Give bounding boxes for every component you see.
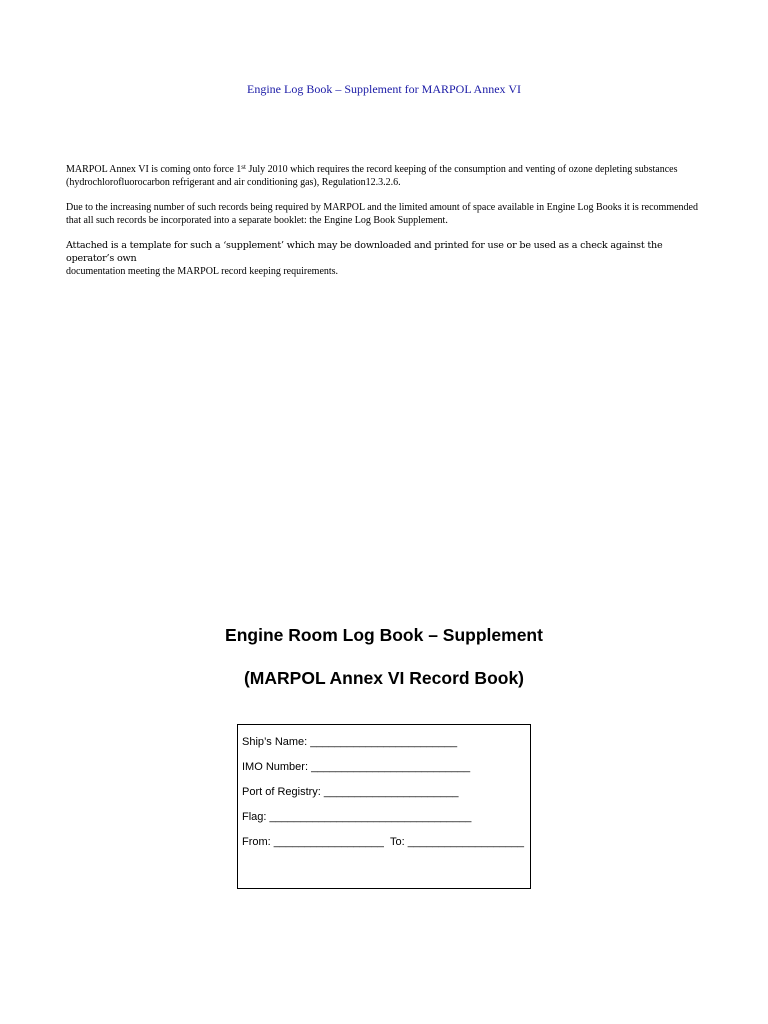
ship-details-box xyxy=(237,724,531,889)
from-field: From: __________________ xyxy=(242,836,384,848)
ship-name-field: Ship’s Name: ________________________ xyxy=(242,736,458,748)
flag-field: Flag: _________________________________ xyxy=(242,811,472,823)
from-to-row xyxy=(242,836,524,848)
ordinal-suffix: st xyxy=(241,163,246,171)
port-of-registry-field: Port of Registry: ______________________ xyxy=(242,786,459,798)
intro-section xyxy=(66,163,702,290)
document-title: Engine Log Book – Supplement for MARPOL Annex VI xyxy=(247,82,521,96)
intro-paragraph-1-end: July 2010 which requires the record keeping of the consumption and venting of ozone depleting substances (hydrochlorofluorocarbon refrigerant and air conditioning gas), Regulation12.3.2.6. xyxy=(66,164,678,188)
cover-subtitle: (MARPOL Annex VI Record Book) xyxy=(243,668,525,688)
to-field: To: ___________________ xyxy=(390,836,524,848)
intro-paragraph-1 xyxy=(66,163,702,189)
intro-paragraph-2: Due to the increasing number of such records being required by MARPOL and the limited amount of space available in Engine Log Books it is recommended that all such records be incorporated into a separate booklet: the Engine Log Book Supplement. xyxy=(66,202,698,226)
intro-paragraph-3-line-1: Attached is a template for such a ‘supplement’ which may be downloaded and printed for use or be used as a check against the operator’s own xyxy=(66,240,663,264)
intro-paragraph-1-start: MARPOL Annex VI is coming onto force 1 xyxy=(66,164,242,175)
intro-paragraph-3 xyxy=(66,239,702,278)
cover-title: Engine Room Log Book – Supplement xyxy=(225,625,543,645)
intro-paragraph-3-line-2: documentation meeting the MARPOL record keeping requirements. xyxy=(66,266,339,277)
imo-number-field: IMO Number: __________________________ xyxy=(242,761,471,773)
